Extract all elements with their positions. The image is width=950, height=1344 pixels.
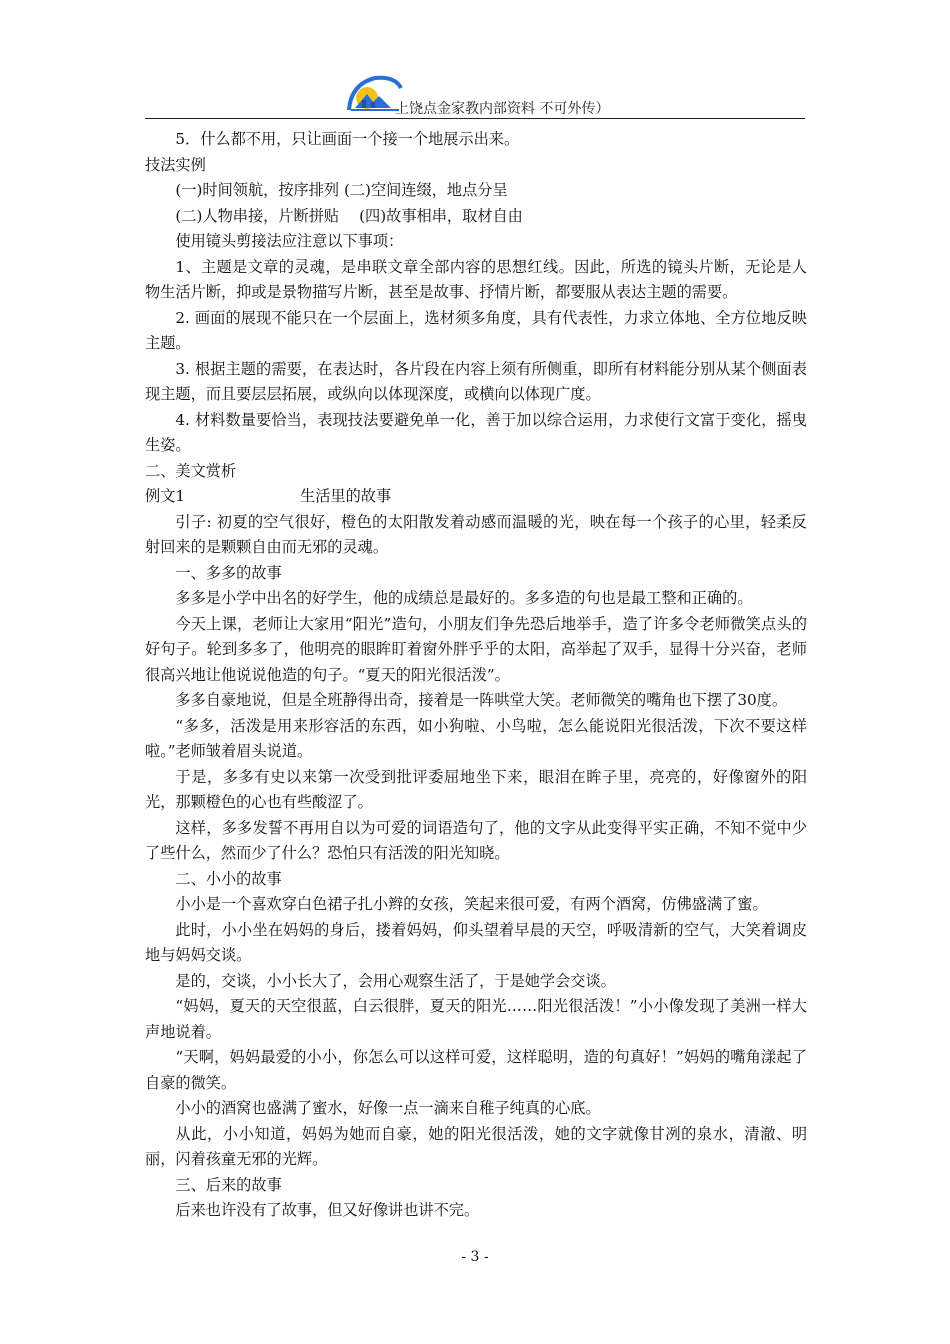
section-heading-appreciation: 二、美文赏析: [145, 461, 237, 480]
paragraph-technique-2: (二)人物串接，片断拼贴 (四)故事相串，取材自由: [175, 206, 523, 225]
document-body: [145, 127, 807, 1224]
story-paragraph: “妈妈，夏天的天空很蓝，白云很胖，夏天的阳光……阳光很活泼！”小小像发现了美洲一样大声地说着。: [145, 997, 807, 1041]
story-paragraph: “天啊，妈妈最爱的小小，你怎么可以这样可爱，这样聪明，造的句真好！”妈妈的嘴角漾起了自豪的微笑。: [145, 1048, 807, 1092]
story-paragraph: 于是，多多有史以来第一次受到批评委屈地坐下来，眼泪在眸子里，亮亮的，好像窗外的阳光，那颗橙色的心也有些酸涩了。: [145, 767, 807, 811]
story-paragraph: 多多是小学中出名的好学生，他的成绩总是最好的。多多造的句也是最工整和正确的。: [175, 589, 753, 607]
page-header: [145, 72, 805, 120]
paragraph-note-4: 4. 材料数量要恰当，表现技法要避免单一化，善于加以综合运用，力求使行文富于变化，摇曳生姿。: [145, 410, 807, 454]
story-paragraph: “多多，活泼是用来形容活的东西，如小狗啦、小鸟啦，怎么能说阳光很活泼，下次不要这样啦。”老师皱着眉头说道。: [145, 716, 807, 760]
story-heading-2: 二、小小的故事: [175, 869, 282, 888]
story-paragraph: 后来也许没有了故事，但又好像讲也讲不完。: [175, 1201, 480, 1219]
paragraph-note-3: 3. 根据主题的需要，在表达时，各片段在内容上须有所侧重，即所有材料能分别从某个侧面表现主题，而且要层层拓展，或纵向以体现深度，或横向以体现广度。: [145, 359, 807, 403]
story-intro: 引子: 初夏的空气很好，橙色的太阳散发着动感而温暖的光，映在每一个孩子的心里，轻柔反射回来的是颗颗自由而无邪的灵魂。: [145, 512, 807, 556]
story-paragraph: 多多自豪地说，但是全班静得出奇，接着是一阵哄堂大笑。老师微笑的嘴角也下摆了30度。: [175, 691, 788, 709]
page-number: - 3 -: [461, 1249, 489, 1265]
paragraph-note-2: 2. 画面的展现不能只在一个层面上，选材须多角度，具有代表性，力求立体地、全方位地反映主题。: [145, 308, 807, 352]
example-title: 生活里的故事: [300, 487, 392, 505]
story-paragraph: 是的，交谈，小小长大了，会用心观察生活了，于是她学会交谈。: [175, 971, 616, 990]
paragraph-note-1: 1、主题是文章的灵魂，是串联文章全部内容的思想红线。因此，所选的镜头片断，无论是人物生活片断，抑或是景物描写片断，甚至是故事、抒情片断，都要服从表达主题的需要。: [145, 257, 807, 301]
story-paragraph: 从此，小小知道，妈妈为她而自豪，她的阳光很活泼，她的文字就像甘冽的泉水，清澈、明丽，闪着孩童无邪的光辉。: [145, 1124, 807, 1168]
story-paragraph: 小小的酒窝也盛满了蜜水，好像一点一滴来自稚子纯真的心底。: [175, 1099, 601, 1117]
header-divider: [145, 118, 805, 119]
story-paragraph: 小小是一个喜欢穿白色裙子扎小辫的女孩，笑起来很可爱，有两个酒窝，仿佛盛满了蜜。: [175, 895, 768, 913]
story-heading-3: 三、后来的故事: [175, 1175, 282, 1194]
example-heading: [145, 484, 807, 510]
paragraph-notes-intro: 使用镜头剪接法应注意以下事项：: [175, 232, 404, 250]
example-label: 例文1: [145, 487, 186, 505]
story-paragraph: 这样，多多发誓不再用自以为可爱的词语造句了，他的文字从此变得平实正确，不知不觉中少了些什么，然而少了什么？恐怕只有活泼的阳光知晓。: [145, 818, 807, 862]
story-paragraph: 今天上课，老师让大家用“阳光”造句，小朋友们争先恐后地举手，造了许多令老师微笑点头的好句子。轮到多多了，他明亮的眼眸盯着窗外胖乎乎的太阳，高举起了双手，显得十分兴奋，老师很高兴地让他说说他造的句子。“夏天的阳光很活泼”。: [145, 614, 807, 684]
story-heading-1: 一、多多的故事: [175, 563, 282, 582]
header-title: 上饶点金家教内部资料 不可外传）: [395, 101, 610, 117]
story-paragraph: 此时，小小坐在妈妈的身后，搂着妈妈，仰头望着早晨的天空，呼吸清新的空气，大笑着调皮地与妈妈交谈。: [145, 920, 807, 964]
paragraph-technique-1: (一)时间领航，按序排列 (二)空间连缀，地点分呈: [175, 181, 508, 199]
section-label-examples: 技法实例: [145, 155, 206, 174]
paragraph-tip-5: 5．什么都不用，只让画面一个接一个地展示出来。: [175, 130, 520, 148]
